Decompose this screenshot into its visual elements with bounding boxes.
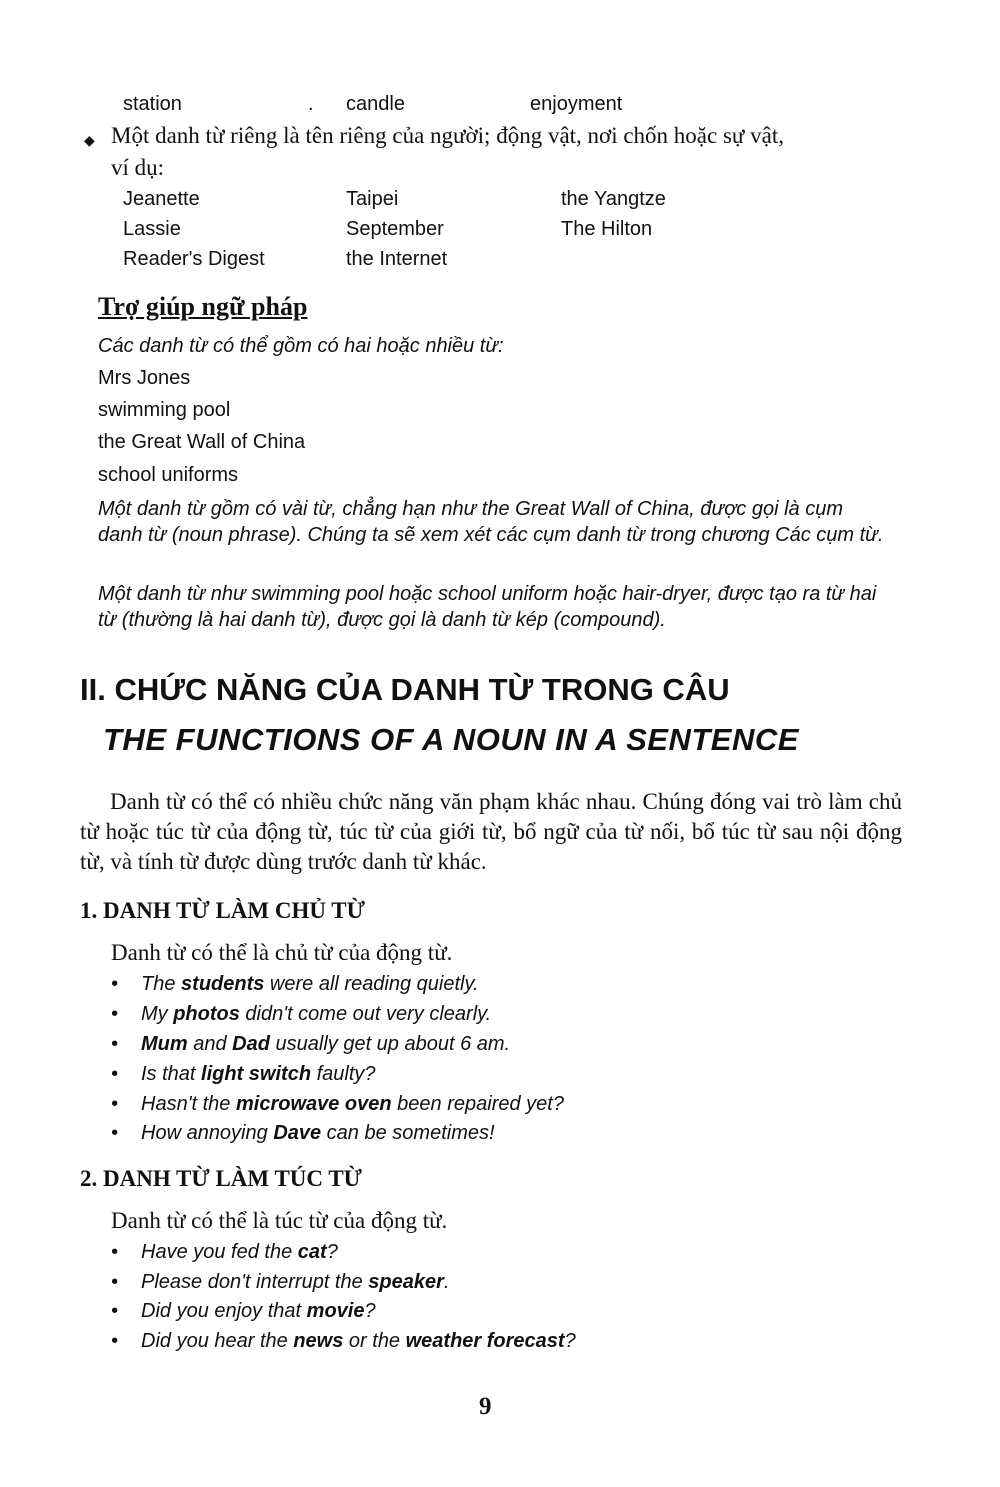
bullet-dot-icon: • xyxy=(111,973,119,995)
proper-noun-definition: Một danh từ riêng là tên riêng của người; động vật, nơi chốn hoặc sự vật, xyxy=(111,123,784,148)
proper-noun-definition-cont: ví dụ: xyxy=(111,155,165,180)
page-number: 9 xyxy=(479,1393,492,1420)
example-hilton: The Hilton xyxy=(561,218,653,240)
help-example: the Great Wall of China xyxy=(98,431,306,453)
section-title-en: THE FUNCTIONS OF A NOUN IN A SENTENCE xyxy=(103,722,799,757)
bullet-dot-icon: • xyxy=(111,1241,119,1263)
word-station: station xyxy=(123,93,182,115)
example-lassie: Lassie xyxy=(123,218,181,240)
example-readers-digest: Reader's Digest xyxy=(123,248,265,270)
grammar-help-note-phrase: Một danh từ gồm có vài từ, chẳng hạn như the Great Wall of China, được gọi là cụm danh từ (noun phrase). Chúng ta sẽ xem xét các cụm danh từ trong chương Các cụm từ. xyxy=(98,498,884,546)
grammar-help-title: Trợ giúp ngữ pháp xyxy=(98,292,308,321)
bullet-dot-icon: • xyxy=(111,1122,119,1144)
subsection-intro-subject: Danh từ có thể là chủ từ của động từ. xyxy=(111,940,453,965)
bullet-dot-icon: • xyxy=(111,1330,119,1352)
subsection-intro-object: Danh từ có thể là túc từ của động từ. xyxy=(111,1208,448,1233)
example-sentence: • The students were all reading quietly. xyxy=(111,973,479,995)
section-intro-paragraph: Danh từ có thể có nhiều chức năng văn phạm khác nhau. Chúng đóng vai trò làm chủ từ hoặc túc từ của động từ, túc từ của giới từ, bổ ngữ của từ nối, bổ túc từ sau nội động từ, và tính từ được dùng trước danh từ khác. xyxy=(80,789,902,874)
subsection-heading-subject: 1. DANH TỪ LÀM CHỦ TỪ xyxy=(80,898,365,923)
example-september: September xyxy=(346,218,444,240)
example-sentence: • My photos didn't come out very clearly. xyxy=(111,1003,492,1025)
help-example: Mrs Jones xyxy=(98,367,191,389)
example-sentence: • Hasn't the microwave oven been repaired yet? xyxy=(111,1093,564,1115)
example-internet: the Internet xyxy=(346,248,448,270)
example-sentence: • Have you fed the cat? xyxy=(111,1241,338,1263)
example-sentence: • Please don't interrupt the speaker. xyxy=(111,1271,450,1293)
bullet-dot-icon: • xyxy=(111,1063,119,1085)
help-example: swimming pool xyxy=(98,399,231,421)
example-sentence: • Did you hear the news or the weather forecast? xyxy=(111,1330,576,1352)
bullet-dot-icon: • xyxy=(111,1271,119,1293)
word-candle: candle xyxy=(346,93,405,115)
word-enjoyment: enjoyment xyxy=(530,93,623,115)
example-sentence: • Did you enjoy that movie? xyxy=(111,1300,376,1322)
example-sentence: • Mum and Dad usually get up about 6 am. xyxy=(111,1033,511,1055)
help-example: school uniforms xyxy=(98,464,239,486)
bullet-dot-icon: • xyxy=(111,1300,119,1322)
stray-dot: . xyxy=(308,93,314,115)
section-title-vi: II. CHỨC NĂNG CỦA DANH TỪ TRONG CÂU xyxy=(80,672,730,707)
example-jeanette: Jeanette xyxy=(123,188,200,210)
diamond-bullet-icon: ◆ xyxy=(84,134,95,149)
bullet-dot-icon: • xyxy=(111,1093,119,1115)
example-sentence: • How annoying Dave can be sometimes! xyxy=(111,1122,495,1144)
grammar-help-intro: Các danh từ có thể gồm có hai hoặc nhiều từ: xyxy=(98,335,504,357)
example-yangtze: the Yangtze xyxy=(561,188,666,210)
grammar-help-note-compound: Một danh từ như swimming pool hoặc school uniform hoặc hair-dryer, được tạo ra từ hai từ (thường là hai danh từ), được gọi là danh từ kép (compound). xyxy=(98,583,877,631)
bullet-dot-icon: • xyxy=(111,1003,119,1025)
example-sentence: • Is that light switch faulty? xyxy=(111,1063,376,1085)
bullet-dot-icon: • xyxy=(111,1033,119,1055)
subsection-heading-object: 2. DANH TỪ LÀM TÚC TỪ xyxy=(80,1166,362,1191)
example-taipei: Taipei xyxy=(346,188,399,210)
